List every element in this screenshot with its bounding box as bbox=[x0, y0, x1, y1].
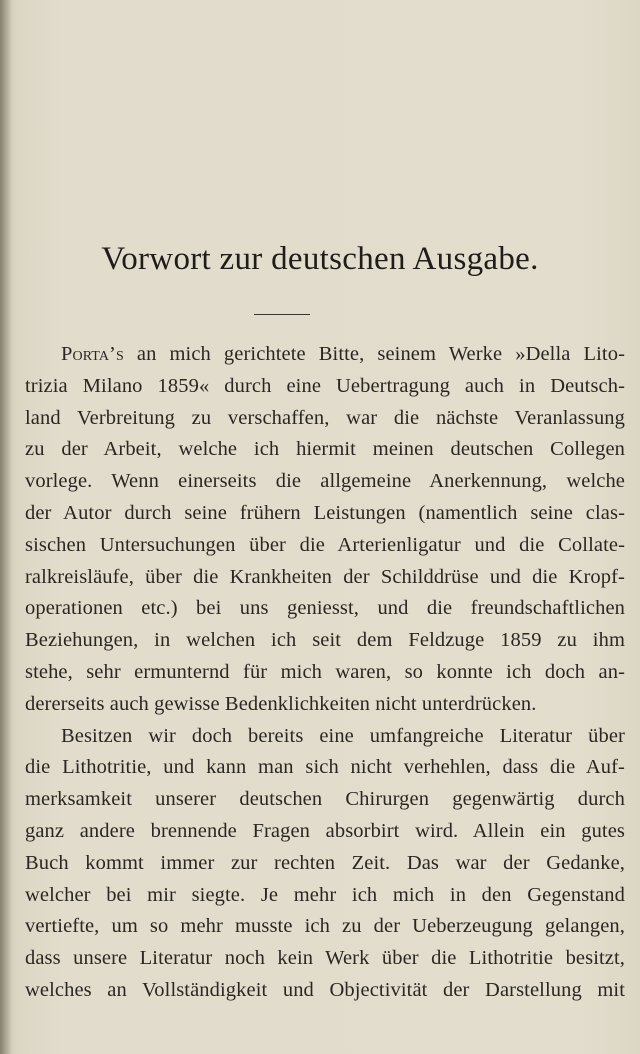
text-line: Beziehungen, in welchen ich seit dem Feldzuge 1859 zu ihm bbox=[25, 629, 625, 652]
text-line: der Autor durch seine frühern Leistungen (namentlich seine clas- bbox=[25, 501, 625, 524]
text-line: die Lithotritie, und kann man sich nicht verhehlen, dass die Auf- bbox=[25, 756, 625, 779]
text-line: Buch kommt immer zur rechten Zeit. Das war der Gedanke, bbox=[25, 851, 625, 874]
text-line: sischen Untersuchungen über die Arterienligatur und die Collate- bbox=[25, 533, 625, 556]
text-line: ralkreisläufe, über die Krankheiten der Schilddrüse und die Kropf- bbox=[25, 565, 625, 588]
title-divider-rule bbox=[254, 314, 310, 315]
binding-gutter-shadow bbox=[0, 0, 12, 1054]
text-line: dererseits auch gewisse Bedenklichkeiten nicht unterdrücken. bbox=[25, 692, 537, 715]
text-line: merksamkeit unserer deutschen Chirurgen gegenwärtig durch bbox=[25, 788, 625, 811]
text-line: vorlege. Wenn einerseits die allgemeine Anerkennung, welche bbox=[25, 470, 625, 493]
text-line: stehe, sehr ermunternd für mich waren, so konnte ich doch an- bbox=[25, 660, 625, 683]
text-line bbox=[25, 339, 625, 371]
body-text bbox=[25, 339, 625, 1007]
text-line: dass unsere Literatur noch kein Werk über die Lithotritie besitzt, bbox=[25, 947, 625, 970]
text-line: welcher bei mir siegte. Je mehr ich mich in den Gegenstand bbox=[25, 883, 625, 906]
text-line: land Verbreitung zu verschaffen, war die nächste Veranlassung bbox=[25, 406, 625, 429]
text-line: welches an Vollständigkeit und Objectivität der Darstellung mit bbox=[25, 978, 625, 1001]
page-title: Vorwort zur deutschen Ausgabe. bbox=[101, 241, 539, 277]
author-name-smallcaps: Porta’s bbox=[61, 343, 124, 365]
text-line: vertiefte, um so mehr musste ich zu der Ueberzeugung gelangen, bbox=[25, 915, 625, 938]
text-line: Besitzen wir doch bereits eine umfangreiche Literatur über bbox=[61, 724, 625, 747]
text-line: operationen etc.) bei uns geniesst, und die freundschaftlichen bbox=[25, 597, 625, 620]
text-line: ganz andere brennende Fragen absorbirt wird. Allein ein gutes bbox=[25, 819, 625, 842]
text-line-content: an mich gerichtete Bitte, seinem Werke »Della Lito- bbox=[136, 343, 625, 365]
text-line: trizia Milano 1859« durch eine Uebertragung auch in Deutsch- bbox=[25, 374, 625, 397]
text-line: zu der Arbeit, welche ich hiermit meinen deutschen Collegen bbox=[25, 438, 625, 461]
